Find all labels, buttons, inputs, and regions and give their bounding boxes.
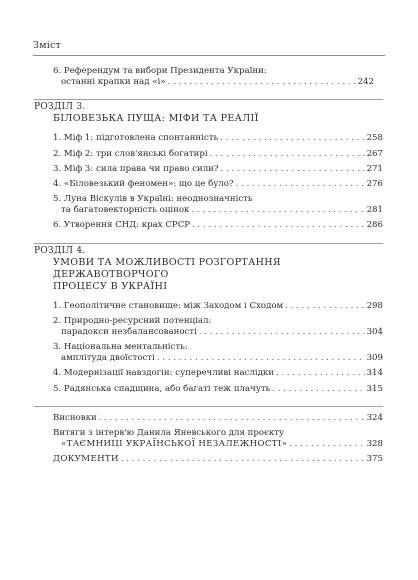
- toc-entry[interactable]: [53, 164, 383, 175]
- back-matter: [34, 406, 383, 465]
- toc-entry[interactable]: [53, 220, 383, 231]
- page-number: 315: [366, 383, 383, 394]
- entry-title-line: 5. Луна Віскулів в Україні: неоднозначність: [53, 194, 253, 205]
- page-number: 271: [366, 163, 383, 174]
- dot-leader: [272, 384, 364, 395]
- entry-title: 1. Міф 1: підготовлена спонтанність: [53, 133, 219, 144]
- table-of-contents: [34, 66, 383, 469]
- dot-leader: [121, 454, 365, 465]
- header-rule: [33, 55, 385, 56]
- part-4-entries: [53, 301, 383, 394]
- page-number: 286: [366, 220, 383, 231]
- entry-title-line: Витяги з інтерв'ю Данила Яневського для проєкту: [53, 428, 285, 439]
- page-number: 276: [366, 179, 383, 190]
- dot-leader: [210, 149, 365, 160]
- entry-title: 3. Міф 3: сила права чи право сили?: [53, 163, 219, 174]
- intro-entries: [53, 66, 374, 87]
- part-label: РОЗДІЛ 3.: [34, 101, 86, 112]
- entry-title: 2. Міф 2: три слов'янські богатирі: [53, 148, 208, 159]
- page-number: 258: [366, 133, 383, 144]
- part-3: [34, 99, 383, 231]
- toc-entry[interactable]: [53, 133, 383, 144]
- page-number: 328: [366, 438, 383, 449]
- dot-leader: [289, 439, 364, 450]
- entry-title: останні крапки над «і»: [61, 76, 166, 87]
- dot-leader: [191, 205, 364, 216]
- dot-leader: [221, 164, 365, 175]
- part-title: [53, 113, 383, 125]
- toc-entry[interactable]: [53, 149, 383, 160]
- entry-title: ДОКУМЕНТИ: [53, 454, 119, 465]
- entry-title: 6. Утворення СНД: крах СРСР: [53, 220, 191, 231]
- toc-entry[interactable]: [53, 454, 383, 465]
- dot-leader: [157, 353, 365, 364]
- page-number: 298: [366, 301, 383, 312]
- dot-leader: [99, 413, 365, 424]
- page-number: 375: [366, 454, 383, 465]
- toc-entry[interactable]: [53, 384, 383, 395]
- toc-entry[interactable]: [53, 194, 383, 215]
- part-title-line: ПРОЦЕСУ В УКРАЇНІ: [53, 281, 168, 293]
- toc-entry[interactable]: [53, 301, 383, 312]
- toc-entry[interactable]: [53, 342, 383, 363]
- entry-title: та багатовекторність оцінок: [61, 205, 190, 216]
- page-number: 242: [357, 76, 374, 87]
- page-number: 267: [366, 148, 383, 159]
- dot-leader: [199, 327, 365, 338]
- page-number: 304: [366, 327, 383, 338]
- back-matter-entries: [53, 409, 383, 465]
- running-header: Зміст: [33, 40, 61, 51]
- part-3-entries: [53, 133, 383, 231]
- entry-title-line: 6. Референдум та вибори Президента України:: [53, 66, 267, 76]
- toc-entry[interactable]: [53, 428, 383, 449]
- entry-title: парадокси незбалансованості: [61, 327, 197, 338]
- entry-title: «ТАЄМНИЦІ УКРАЇНСЬКОЇ НЕЗАЛЕЖНОСТІ»: [61, 438, 288, 449]
- entry-title: амплітуда двоїстості: [61, 353, 155, 364]
- part-title-line: УМОВИ ТА МОЖЛИВОСТІ РОЗГОРТАННЯ ДЕРЖАВОТВОРЧОГО: [53, 256, 281, 280]
- dot-leader: [236, 179, 365, 190]
- toc-entry[interactable]: [53, 413, 383, 424]
- dot-leader: [168, 77, 356, 88]
- entry-title: 4. «Біловезький феномен»: що це було?: [53, 179, 234, 190]
- dot-leader: [285, 301, 364, 312]
- toc-entry[interactable]: [53, 66, 374, 87]
- part-4: [34, 243, 383, 395]
- page-number: 309: [366, 353, 383, 364]
- dot-leader: [276, 368, 365, 379]
- entry-title: 1. Геополітичне становище: між Заходом і Сходом: [53, 301, 284, 312]
- page-number: 314: [366, 368, 383, 379]
- page-number: 281: [366, 205, 383, 216]
- toc-entry[interactable]: [53, 368, 383, 379]
- dot-leader: [220, 133, 364, 144]
- page-number: 324: [366, 412, 383, 423]
- entry-title: 5. Радянська спадщина, або багаті теж плачуть: [53, 383, 271, 394]
- part-title: [53, 257, 383, 293]
- entry-title-line: 2. Природно-ресурсний потенціал:: [53, 316, 212, 327]
- entry-title-line: 3. Національна ментальність:: [53, 342, 188, 353]
- toc-entry[interactable]: [53, 316, 383, 337]
- part-title-line: БІЛОВЕЗЬКА ПУЩА: МІФИ ТА РЕАЛІЇ: [53, 113, 259, 125]
- dot-leader: [192, 220, 365, 231]
- entry-title: Висновки: [53, 412, 97, 423]
- toc-entry[interactable]: [53, 179, 383, 190]
- entry-title: 4. Модернізації навздогін: суперечливі наслідки: [53, 368, 274, 379]
- part-label: РОЗДІЛ 4.: [34, 245, 86, 256]
